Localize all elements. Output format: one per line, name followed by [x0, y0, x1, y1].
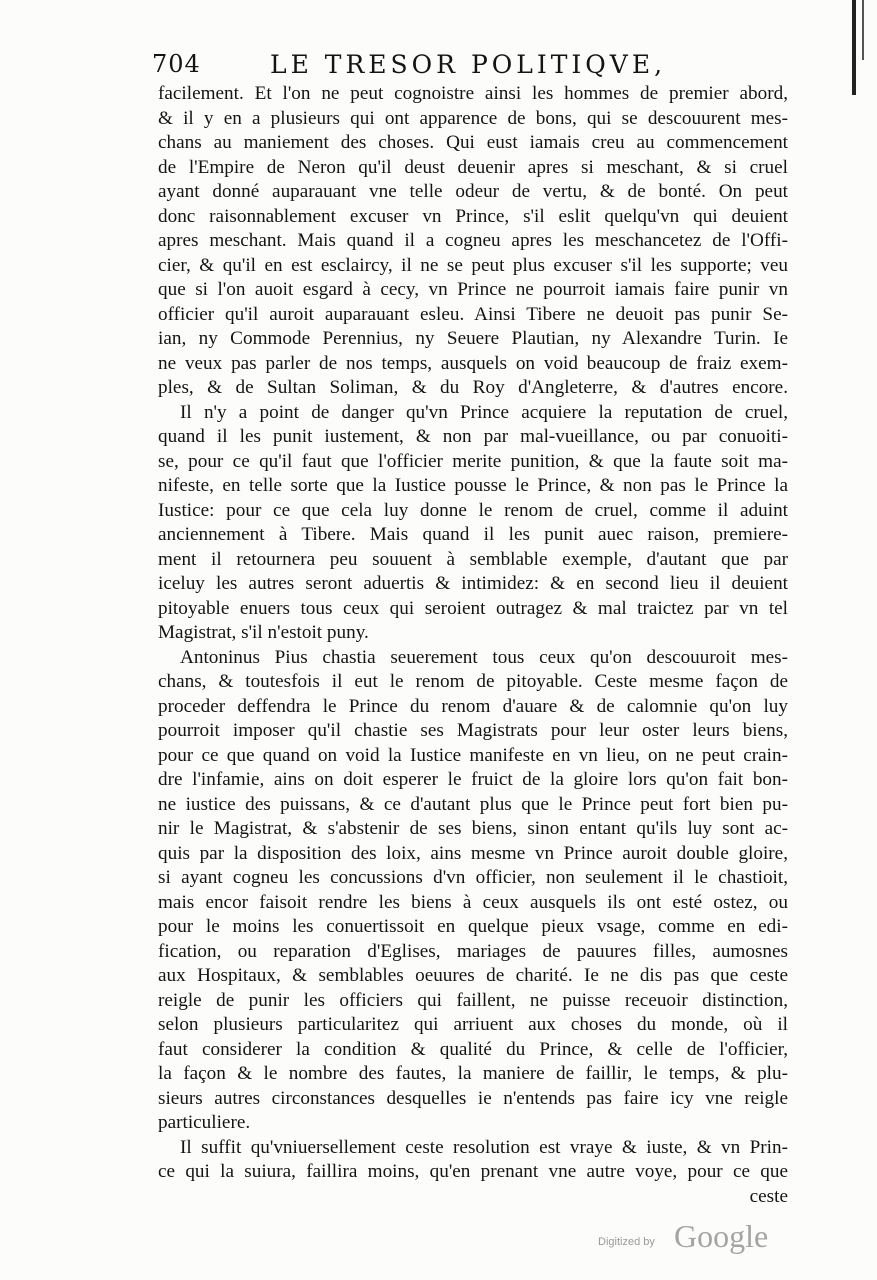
google-logo: Google [674, 1218, 769, 1254]
google-watermark [598, 1218, 798, 1258]
watermark-prefix: Digitized by [598, 1236, 655, 1248]
text-line: particuliere. [158, 1112, 251, 1133]
binding-shadow [852, 0, 856, 95]
text-line: que si l'on auoit esgard à cecy, vn Prince ne pourroit iamais faire punir vn [158, 279, 788, 300]
body-text [158, 82, 788, 1209]
text-line: nir le Magistrat, & s'abstenir de ses biens, sinon entant qu'ils luy sont ac- [158, 818, 788, 839]
page-header [152, 50, 792, 82]
text-line: ne iustice des puissans, & ce d'autant plus que le Prince peut fort bien pu- [158, 793, 788, 815]
text-line: Iustice: pour ce que cela luy donne le renom de cruel, comme il aduint [158, 499, 788, 521]
text-line: quand il les punit iustement, & non par mal-vueillance, ou par conuoiti- [158, 426, 788, 447]
text-line: Magistrat, s'il n'estoit puny. [158, 622, 369, 643]
text-line: de l'Empire de Neron qu'il deust deuenir apres si meschant, & si cruel [158, 156, 788, 178]
text-line: chans, & toutesfois il eut le renom de pitoyable. Ceste mesme façon de [158, 671, 788, 692]
text-line: pour le moins les conuertissoit en quelque pieux vsage, comme en edi- [158, 916, 788, 937]
text-line: ce qui la suiura, faillira moins, qu'en prenant vne autre voye, pour ce que [158, 1161, 788, 1182]
text-line: ayant donné auparauant vne telle odeur de vertu, & de bonté. On peut [158, 181, 788, 202]
catchword: ceste [749, 1185, 788, 1207]
text-line: si ayant cogneu les concussions d'vn officier, non seulement il le chastioit, [158, 867, 788, 888]
text-line: faut considerer la condition & qualité du Prince, & celle de l'officier, [158, 1038, 788, 1060]
text-line: se, pour ce qu'il faut que l'officier merite punition, & que la faute soit ma- [158, 450, 788, 472]
text-line: ment il retournera peu souuent à semblable exemple, d'autant que par [158, 548, 788, 570]
text-line: reigle de punir les officiers qui faillent, ne puisse receuoir distinction, [158, 989, 788, 1011]
text-line: & il y en a plusieurs qui ont apparence de bons, qui se descouurent mes- [158, 107, 788, 129]
text-line: anciennement à Tibere. Mais quand il les punit auec raison, premiere- [158, 524, 788, 545]
paragraph-start-line: Il n'y a point de danger qu'vn Prince acquiere la reputation de cruel, [180, 401, 788, 423]
binding-edge [862, 0, 864, 60]
text-line: fication, ou reparation d'Eglises, mariages de pauures filles, aumosnes [158, 940, 788, 962]
text-line: sieurs autres circonstances desquelles ie n'entends pas faire icy vne reigle [158, 1087, 788, 1109]
text-line: pourroit imposer qu'il chastie ses Magistrats pour leur oster leurs biens, [158, 720, 788, 741]
text-line: nifeste, en telle sorte que la Iustice pousse le Prince, & non pas le Prince la [158, 475, 788, 496]
text-line: quis par la disposition des loix, ains mesme vn Prince auroit double gloire, [158, 842, 788, 864]
paragraph-start-line: Il suffit qu'vniuersellement ceste resolution est vraye & iuste, & vn Prin- [180, 1136, 788, 1158]
text-line: chans au maniement des choses. Qui eust iamais creu au commencement [158, 132, 788, 153]
text-line: facilement. Et l'on ne peut cognoistre ainsi les hommes de premier abord, [158, 83, 788, 104]
text-line: donc raisonnablement excuser vn Prince, s'il eslit quelqu'vn qui deuient [158, 205, 788, 227]
text-line: cier, & qu'il en est esclaircy, il ne se peut plus excuser s'il les supporte; veu [158, 254, 788, 276]
page-number: 704 [152, 50, 201, 78]
text-line: selon plusieurs particularitez qui arriuent aux choses du monde, où il [158, 1014, 788, 1035]
text-line: apres meschant. Mais quand il a cogneu apres les meschancetez de l'Offi- [158, 230, 788, 251]
text-line: aux Hospitaux, & semblables oeuures de charité. Ie ne dis pas que ceste [158, 965, 788, 986]
text-line: ples, & de Sultan Soliman, & du Roy d'Angleterre, & d'autres encore. [158, 377, 788, 398]
text-line: pitoyable enuers tous ceux qui seroient outragez & mal traictez par vn tel [158, 597, 788, 619]
text-line: officier qu'il auroit auparauant esleu. Ainsi Tibere ne deuoit pas punir Se- [158, 303, 788, 325]
running-title: LE TRESOR POLITIQVE, [270, 50, 667, 79]
text-line: ne veux pas parler de nos temps, ausquels on void beaucoup de fraiz exem- [158, 352, 788, 374]
text-line: proceder deffendra le Prince du renom d'auare & de calomnie qu'on luy [158, 695, 788, 717]
text-line: iceluy les autres seront aduertis & intimidez: & en second lieu il deuient [158, 573, 788, 594]
text-line: ian, ny Commode Perennius, ny Seuere Plautian, ny Alexandre Turin. Ie [158, 328, 788, 349]
text-line: la façon & le nombre des fautes, la maniere de faillir, le temps, & plu- [158, 1063, 788, 1084]
text-line: dre l'infamie, ains on doit esperer le fruict de la gloire lors qu'on fait bon- [158, 769, 788, 790]
paragraph-start-line: Antoninus Pius chastia seuerement tous ceux qu'on descouuroit mes- [180, 646, 788, 668]
text-line: pour ce que quand on void la Iustice manifeste en vn lieu, on ne peut crain- [158, 744, 788, 766]
text-line: mais encor faisoit rendre les biens à ceux ausquels ils ont esté ostez, ou [158, 891, 788, 913]
